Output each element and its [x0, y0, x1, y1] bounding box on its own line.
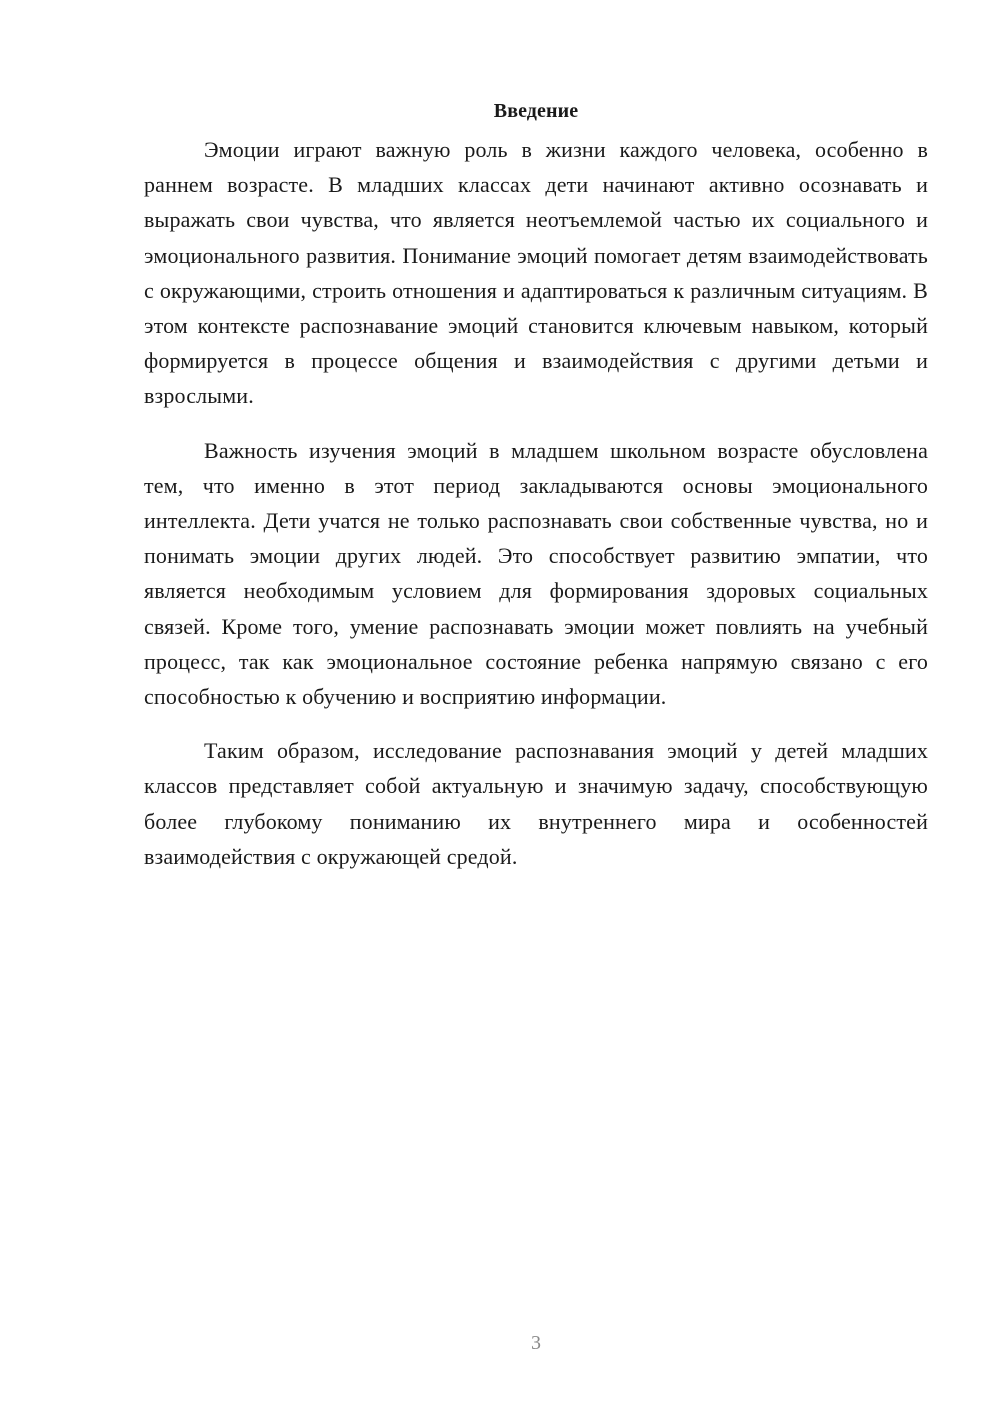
- paragraph-1: Эмоции играют важную роль в жизни каждого человека, особенно в раннем возрасте. В младших классах дети начинают активно осознавать и выражать свои чувства, что является неотъемлемой частью их социального и эмоционального развития. Понимание эмоций помогает детям взаимодействовать с окружающими, строить отношения и адаптироваться к различным ситуациям. В этом контексте распознавание эмоций становится ключевым навыком, который формируется в процессе общения и взаимодействия с другими детьми и взрослыми.: [144, 137, 928, 409]
- paragraph-3: Таким образом, исследование распознавания эмоций у детей младших классов представляет собой актуальную и значимую задачу, способствующую более глубокому пониманию их внутреннего мира и особенностей взаимодействия с окружающей средой.: [144, 738, 928, 869]
- page-content: [144, 96, 928, 893]
- section-heading: Введение: [493, 100, 579, 122]
- paragraph-2: Важность изучения эмоций в младшем школьном возрасте обусловлена тем, что именно в этот период закладываются основы эмоционального интеллекта. Дети учатся не только распознавать свои собственные чувства, но и понимать эмоции других людей. Это способствует развитию эмпатии, что является необходимым условием для формирования здоровых социальных связей. Кроме того, умение распознавать эмоции может повлиять на учебный процесс, так как эмоциональное состояние ребенка напрямую связано с его способностью к обучению и восприятию информации.: [144, 437, 928, 710]
- page-number: 3: [531, 1332, 541, 1354]
